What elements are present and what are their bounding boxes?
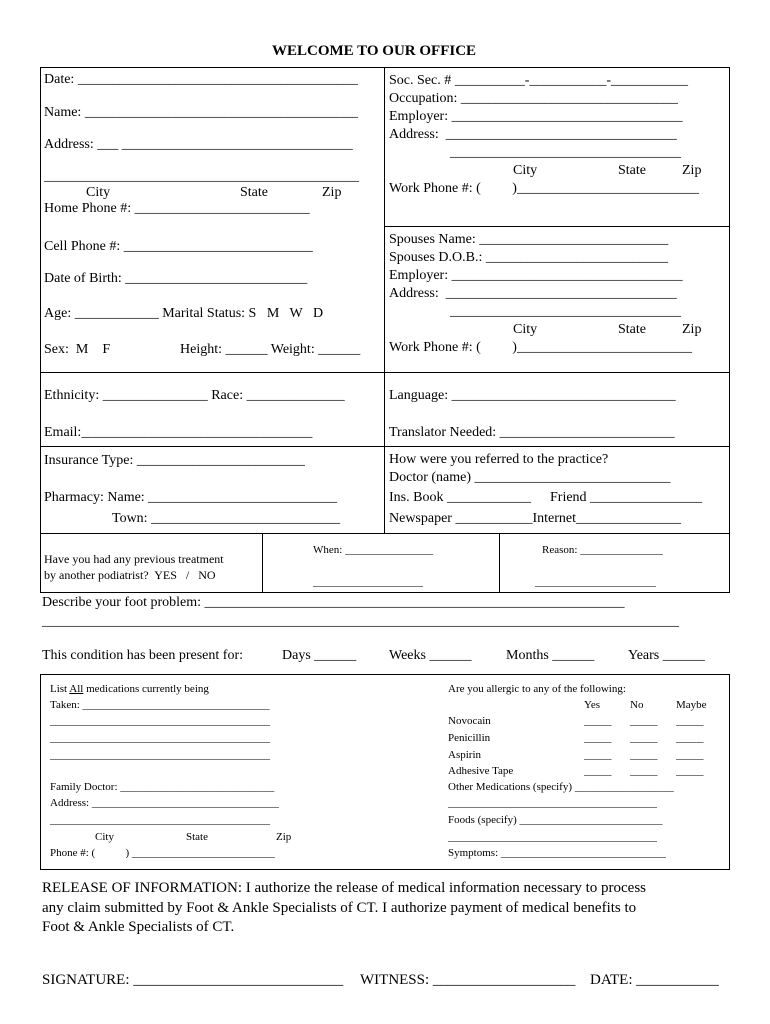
other-medications-field[interactable]: Other Medications (specify) __________________ bbox=[448, 781, 674, 793]
spouse-employer-field[interactable]: Employer: _________________________________ bbox=[389, 268, 683, 283]
employer-zip-label: Zip bbox=[682, 163, 702, 178]
spouse-address-field[interactable]: Address: _________________________________ bbox=[389, 286, 677, 301]
other-medications-line2-field[interactable]: ______________________________________ bbox=[448, 797, 657, 809]
family-doctor-state-label: State bbox=[186, 831, 208, 843]
ethnicity-race-field[interactable]: Ethnicity: _______________ Race: ______________ bbox=[44, 388, 345, 403]
list-suffix: medications currently being bbox=[83, 683, 209, 695]
condition-duration-label: This condition has been present for: bbox=[42, 648, 244, 663]
allergy-maybe-header: Maybe bbox=[676, 699, 707, 711]
allergy-aspirin-maybe[interactable]: _____ bbox=[676, 749, 704, 761]
spouse-city-label: City bbox=[513, 322, 538, 337]
zip-label: Zip bbox=[322, 185, 342, 200]
cell-phone-field[interactable]: Cell Phone #: ___________________________ bbox=[44, 239, 313, 254]
occupation-field[interactable]: Occupation: _______________________________ bbox=[389, 91, 678, 106]
duration-days-field[interactable]: Days ______ bbox=[282, 648, 357, 663]
family-doctor-field[interactable]: Family Doctor: ____________________________ bbox=[50, 781, 275, 793]
referral-newspaper-internet-field[interactable]: Newspaper ___________Internet_______________ bbox=[389, 511, 682, 526]
family-doctor-zip-label: Zip bbox=[276, 831, 292, 843]
spouse-dob-field[interactable]: Spouses D.O.B.: __________________________ bbox=[389, 250, 668, 265]
duration-years-field[interactable]: Years ______ bbox=[628, 648, 705, 663]
duration-months-field[interactable]: Months ______ bbox=[506, 648, 595, 663]
previous-divider-1 bbox=[262, 533, 263, 593]
state-label: State bbox=[240, 185, 268, 200]
referral-friend-field[interactable]: Friend ________________ bbox=[550, 490, 703, 505]
list-prefix: List bbox=[50, 683, 70, 695]
release-line2: any claim submitted by Foot & Ankle Specialists of CT. I authorize payment of medical benefits to bbox=[42, 900, 637, 916]
allergy-novocain-maybe[interactable]: _____ bbox=[676, 715, 704, 727]
employer-state-label: State bbox=[618, 163, 646, 178]
release-line3: Foot & Ankle Specialists of CT. bbox=[42, 919, 235, 935]
release-line1: RELEASE OF INFORMATION: I authorize the release of medical information necessary to process bbox=[42, 880, 647, 896]
row-divider-1 bbox=[384, 226, 730, 227]
when-line2-field[interactable]: ____________________ bbox=[313, 576, 423, 588]
medications-line2-field[interactable]: ________________________________________ bbox=[50, 732, 270, 744]
age-marital-field[interactable]: Age: ____________ Marital Status: S M W D bbox=[44, 306, 324, 321]
language-field[interactable]: Language: ________________________________ bbox=[389, 388, 676, 403]
allergy-aspirin-yes[interactable]: _____ bbox=[584, 749, 612, 761]
foods-line2-field[interactable]: ______________________________________ bbox=[448, 831, 657, 843]
pharmacy-town-field[interactable]: Town: ___________________________ bbox=[112, 511, 341, 526]
address-line2-field[interactable]: _____________________________________________ bbox=[44, 169, 359, 184]
spouse-work-phone-field[interactable]: Work Phone #: ( )_________________________ bbox=[389, 340, 692, 355]
previous-treatment-question: Have you had any previous treatment bbox=[44, 552, 224, 566]
duration-weeks-field[interactable]: Weeks ______ bbox=[389, 648, 472, 663]
city-label: City bbox=[86, 185, 111, 200]
medications-line1-field[interactable]: ________________________________________ bbox=[50, 715, 270, 727]
allergy-item-aspirin: Aspirin bbox=[448, 749, 481, 761]
employer-field[interactable]: Employer: _________________________________ bbox=[389, 109, 683, 124]
family-doctor-address-field[interactable]: Address: __________________________________ bbox=[50, 797, 279, 809]
allergy-adhesive-no[interactable]: _____ bbox=[630, 765, 658, 777]
referral-doctor-field[interactable]: Doctor (name) ____________________________ bbox=[389, 470, 671, 485]
allergy-penicillin-yes[interactable]: _____ bbox=[584, 732, 612, 744]
date-of-birth-field[interactable]: Date of Birth: __________________________ bbox=[44, 271, 308, 286]
list-all-emphasis: All bbox=[69, 683, 84, 695]
name-field[interactable]: Name: _______________________________________ bbox=[44, 105, 358, 120]
height-weight-field[interactable]: Height: ______ Weight: ______ bbox=[180, 342, 361, 357]
page-title: WELCOME TO OUR OFFICE bbox=[272, 43, 477, 59]
ssn-field[interactable]: Soc. Sec. # __________-___________-___________ bbox=[389, 73, 689, 88]
signature-date-field[interactable]: DATE: ___________ bbox=[590, 972, 719, 988]
allergy-adhesive-maybe[interactable]: _____ bbox=[676, 765, 704, 777]
row-divider-3 bbox=[40, 446, 730, 447]
family-doctor-phone-field[interactable]: Phone #: ( ) __________________________ bbox=[50, 847, 275, 859]
spouse-name-field[interactable]: Spouses Name: ___________________________ bbox=[389, 232, 669, 247]
spouse-zip-label: Zip bbox=[682, 322, 702, 337]
signature-field[interactable]: SIGNATURE: ____________________________ bbox=[42, 972, 344, 988]
allergy-penicillin-no[interactable]: _____ bbox=[630, 732, 658, 744]
allergy-question: Are you allergic to any of the following: bbox=[448, 683, 626, 695]
date-field[interactable]: Date: ________________________________________ bbox=[44, 72, 358, 87]
sex-field[interactable]: Sex: M F bbox=[44, 342, 111, 357]
reason-field[interactable]: Reason: _______________ bbox=[542, 544, 663, 556]
home-phone-field[interactable]: Home Phone #: _________________________ bbox=[44, 201, 310, 216]
previous-treatment-yes-no[interactable]: by another podiatrist? YES / NO bbox=[44, 568, 216, 582]
column-divider bbox=[384, 67, 385, 534]
allergy-item-penicillin: Penicillin bbox=[448, 732, 491, 744]
allergy-yes-header: Yes bbox=[584, 699, 601, 711]
reason-line2-field[interactable]: ______________________ bbox=[535, 576, 656, 588]
allergy-novocain-yes[interactable]: _____ bbox=[584, 715, 612, 727]
when-field[interactable]: When: ________________ bbox=[313, 544, 434, 556]
email-field[interactable]: Email:_________________________________ bbox=[44, 425, 313, 440]
witness-field[interactable]: WITNESS: ___________________ bbox=[360, 972, 576, 988]
describe-foot-problem-field[interactable]: Describe your foot problem: ____________________________________________________________ bbox=[42, 595, 625, 610]
medications-line3-field[interactable]: ________________________________________ bbox=[50, 749, 270, 761]
allergy-adhesive-yes[interactable]: _____ bbox=[584, 765, 612, 777]
referral-ins-book-field[interactable]: Ins. Book ____________ bbox=[389, 490, 531, 505]
family-doctor-city-label: City bbox=[95, 831, 114, 843]
employer-city-label: City bbox=[513, 163, 538, 178]
spouse-state-label: State bbox=[618, 322, 646, 337]
translator-needed-field[interactable]: Translator Needed: _________________________ bbox=[389, 425, 675, 440]
previous-divider-2 bbox=[499, 533, 500, 593]
insurance-type-field[interactable]: Insurance Type: ________________________ bbox=[44, 453, 305, 468]
row-divider-2 bbox=[40, 372, 730, 373]
foods-field[interactable]: Foods (specify) __________________________ bbox=[448, 814, 663, 826]
describe-line2-field[interactable]: ___________________________________________________________________________________________ bbox=[42, 615, 679, 629]
medications-list-label bbox=[50, 684, 209, 695]
referral-question: How were you referred to the practice? bbox=[389, 452, 609, 467]
medications-taken-field[interactable]: Taken: __________________________________ bbox=[50, 699, 270, 711]
allergy-no-header: No bbox=[630, 699, 644, 711]
allergy-item-adhesive-tape: Adhesive Tape bbox=[448, 765, 514, 777]
spouse-address-line2-field[interactable]: _________________________________ bbox=[450, 304, 681, 319]
allergy-penicillin-maybe[interactable]: _____ bbox=[676, 732, 704, 744]
allergy-novocain-no[interactable]: _____ bbox=[630, 715, 658, 727]
pharmacy-name-field[interactable]: Pharmacy: Name: ___________________________ bbox=[44, 490, 338, 505]
work-phone-field[interactable]: Work Phone #: ( )__________________________ bbox=[389, 181, 699, 196]
symptoms-field[interactable]: Symptoms: ______________________________ bbox=[448, 847, 666, 859]
employer-address-field[interactable]: Address: _________________________________ bbox=[389, 127, 677, 142]
allergy-item-novocain: Novocain bbox=[448, 715, 491, 727]
address-field[interactable]: Address: ___ _________________________________ bbox=[44, 137, 353, 152]
allergy-aspirin-no[interactable]: _____ bbox=[630, 749, 658, 761]
employer-address-line2-field[interactable]: _________________________________ bbox=[450, 145, 681, 160]
family-doctor-address-line2-field[interactable]: ________________________________________ bbox=[50, 814, 270, 826]
